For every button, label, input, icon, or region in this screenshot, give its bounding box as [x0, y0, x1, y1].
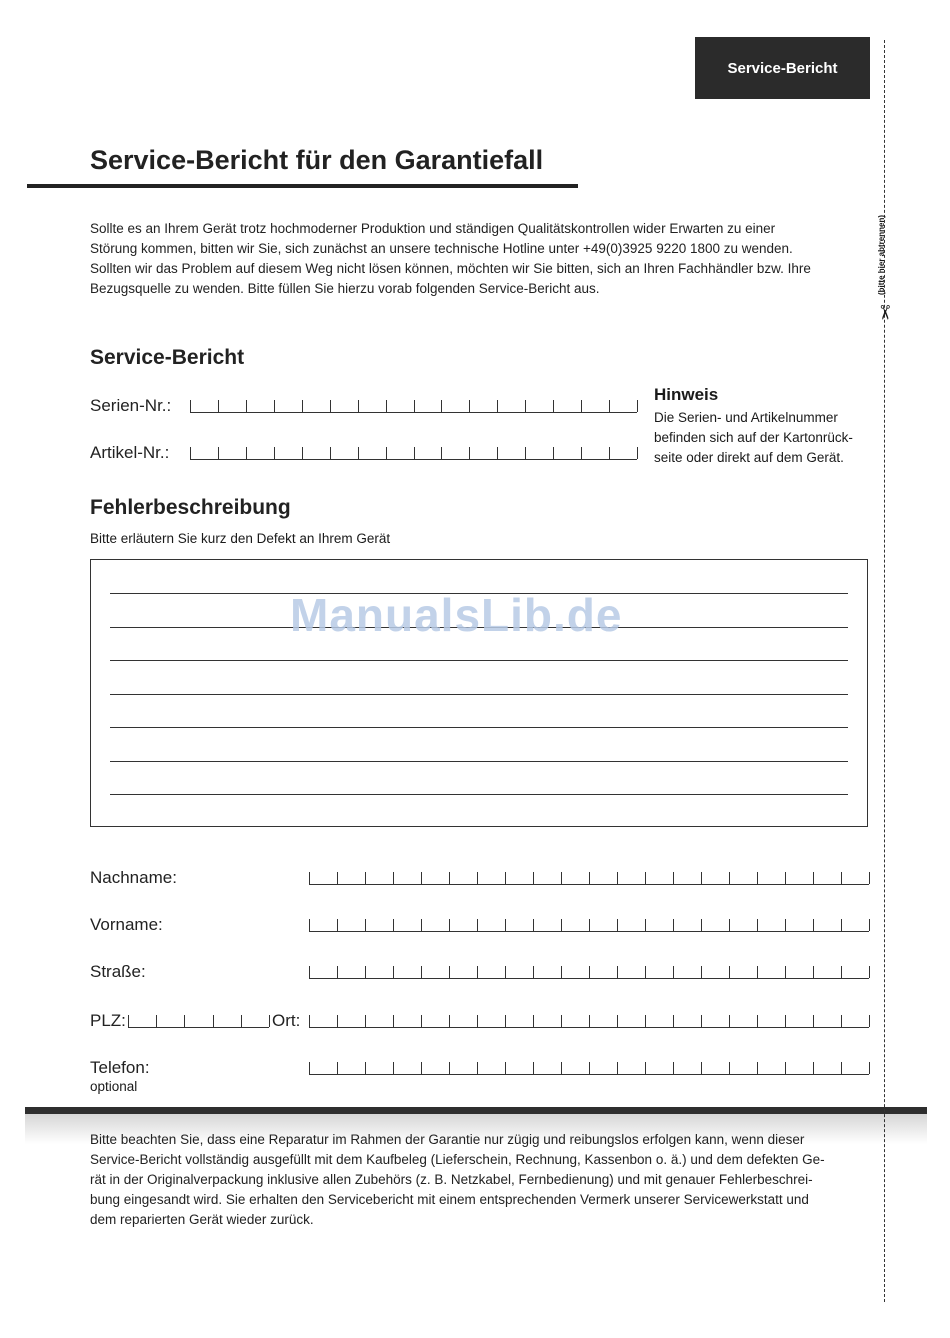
- comb-tick: [729, 1062, 730, 1074]
- writing-line: [110, 660, 848, 661]
- comb-tick: [393, 1062, 394, 1074]
- writing-line: [110, 694, 848, 695]
- zip-field[interactable]: [128, 1015, 269, 1028]
- comb-tick: [729, 872, 730, 884]
- comb-tick: [645, 1015, 646, 1027]
- comb-tick: [609, 400, 610, 412]
- comb-tick: [561, 919, 562, 931]
- comb-tick: [813, 966, 814, 978]
- comb-tick: [449, 966, 450, 978]
- serial-label: Serien-Nr.:: [90, 396, 172, 415]
- comb-tick: [365, 1015, 366, 1027]
- comb-tick: [241, 1015, 242, 1027]
- comb-tick: [553, 447, 554, 459]
- comb-tick: [505, 1015, 506, 1027]
- comb-tick: [337, 919, 338, 931]
- comb-tick: [617, 872, 618, 884]
- comb-tick: [757, 966, 758, 978]
- error-subtitle: Bitte erläutern Sie kurz den Defekt an Ihrem Gerät: [90, 531, 391, 546]
- firstname-field[interactable]: [309, 919, 869, 932]
- comb-tick: [441, 447, 442, 459]
- comb-tick: [589, 1015, 590, 1027]
- comb-tick: [218, 447, 219, 459]
- comb-tick: [497, 400, 498, 412]
- comb-tick: [785, 1062, 786, 1074]
- comb-tick: [785, 1015, 786, 1027]
- comb-tick: [841, 966, 842, 978]
- comb-tick: [477, 872, 478, 884]
- comb-tick: [645, 919, 646, 931]
- comb-tick: [309, 1015, 310, 1027]
- comb-tick: [617, 919, 618, 931]
- footer-line: dem reparierten Gerät wieder zurück.: [90, 1212, 314, 1227]
- comb-tick: [581, 447, 582, 459]
- comb-tick: [269, 1015, 270, 1027]
- city-field[interactable]: [309, 1015, 869, 1028]
- comb-tick: [617, 966, 618, 978]
- comb-tick: [477, 1015, 478, 1027]
- comb-tick: [813, 1062, 814, 1074]
- article-number-field[interactable]: [190, 447, 637, 460]
- comb-tick: [386, 400, 387, 412]
- watermark: ManualsLib.de: [290, 589, 623, 641]
- comb-tick: [365, 1062, 366, 1074]
- comb-tick: [365, 919, 366, 931]
- comb-tick: [469, 447, 470, 459]
- comb-tick: [589, 872, 590, 884]
- comb-tick: [533, 1062, 534, 1074]
- comb-tick: [505, 872, 506, 884]
- comb-tick: [469, 400, 470, 412]
- comb-tick: [505, 1062, 506, 1074]
- comb-tick: [553, 400, 554, 412]
- page-title: Service-Bericht für den Garantiefall: [90, 145, 544, 175]
- zip-label: PLZ:: [90, 1011, 126, 1030]
- section-tab: Service-Bericht: [695, 37, 870, 99]
- phone-label: Telefon:: [90, 1058, 150, 1077]
- comb-tick: [441, 400, 442, 412]
- comb-tick: [190, 400, 191, 412]
- footer-line: Service-Bericht vollständig ausgefüllt mit dem Kaufbeleg (Lieferschein, Rechnung, Kassenbon o. ä.) und dem defekten Ge-: [90, 1152, 825, 1167]
- comb-tick: [337, 1015, 338, 1027]
- comb-tick: [421, 966, 422, 978]
- hint-text: [654, 408, 874, 468]
- intro-line: Sollten wir das Problem auf diesem Weg nicht lösen können, möchten wir Sie bitten, sich an Ihren Fachhändler bzw. Ihre: [90, 261, 811, 276]
- comb-tick: [701, 1062, 702, 1074]
- comb-tick: [841, 1015, 842, 1027]
- footer-text: [90, 1130, 872, 1230]
- comb-tick: [637, 447, 638, 459]
- comb-tick: [673, 1062, 674, 1074]
- comb-tick: [645, 966, 646, 978]
- comb-tick: [449, 1015, 450, 1027]
- comb-tick: [414, 400, 415, 412]
- comb-tick: [841, 919, 842, 931]
- lastname-field[interactable]: [309, 872, 869, 885]
- writing-line: [110, 794, 848, 795]
- hint-line: befinden sich auf der Kartonrück-: [654, 430, 853, 445]
- comb-tick: [421, 1015, 422, 1027]
- phone-field[interactable]: [309, 1062, 869, 1075]
- comb-tick: [414, 447, 415, 459]
- comb-tick: [393, 1015, 394, 1027]
- comb-tick: [561, 872, 562, 884]
- comb-tick: [505, 966, 506, 978]
- comb-tick: [184, 1015, 185, 1027]
- comb-tick: [645, 1062, 646, 1074]
- comb-tick: [330, 447, 331, 459]
- comb-tick: [330, 400, 331, 412]
- comb-tick: [581, 400, 582, 412]
- comb-tick: [589, 966, 590, 978]
- comb-tick: [561, 1062, 562, 1074]
- comb-tick: [449, 919, 450, 931]
- comb-tick: [757, 872, 758, 884]
- comb-tick: [421, 1062, 422, 1074]
- comb-tick: [274, 400, 275, 412]
- comb-tick: [701, 872, 702, 884]
- comb-tick: [785, 919, 786, 931]
- error-heading: Fehlerbeschreibung: [90, 496, 291, 519]
- city-label: Ort:: [272, 1011, 301, 1030]
- comb-tick: [813, 919, 814, 931]
- comb-tick: [785, 966, 786, 978]
- comb-tick: [673, 1015, 674, 1027]
- comb-tick: [701, 919, 702, 931]
- comb-tick: [701, 1015, 702, 1027]
- hint-line: seite oder direkt auf dem Gerät.: [654, 450, 844, 465]
- comb-tick: [246, 447, 247, 459]
- comb-tick: [309, 966, 310, 978]
- intro-line: Sollte es an Ihrem Gerät trotz hochmoderner Produktion und ständigen Qualitätskontrollen wider Erwarten zu einer: [90, 221, 776, 236]
- intro-line: Störung kommen, bitten wir Sie, sich zunächst an unsere technische Hotline unter +49(0)3925 9220 1800 zu wenden.: [90, 241, 793, 256]
- comb-tick: [525, 400, 526, 412]
- comb-tick: [589, 1062, 590, 1074]
- comb-tick: [365, 872, 366, 884]
- intro-text: [90, 219, 870, 299]
- cut-label: (bitte hier abtrennen): [877, 214, 886, 295]
- comb-tick: [449, 1062, 450, 1074]
- comb-tick: [561, 966, 562, 978]
- comb-tick: [841, 1062, 842, 1074]
- comb-tick: [673, 872, 674, 884]
- footer-line: bung eingesandt wird. Sie erhalten den Servicebericht mit einem entsprechenden Vermerk unserer Servicewerkstatt und: [90, 1192, 809, 1207]
- comb-tick: [449, 872, 450, 884]
- comb-tick: [274, 447, 275, 459]
- footer-divider: [25, 1107, 927, 1114]
- comb-tick: [477, 919, 478, 931]
- comb-tick: [785, 872, 786, 884]
- comb-tick: [393, 966, 394, 978]
- scissors-icon: ✂: [872, 304, 895, 321]
- comb-tick: [589, 919, 590, 931]
- intro-line: Bezugsquelle zu wenden. Bitte füllen Sie hierzu vorab folgenden Service-Bericht aus.: [90, 281, 600, 296]
- comb-tick: [213, 1015, 214, 1027]
- comb-tick: [337, 966, 338, 978]
- hint-line: Die Serien- und Artikelnummer: [654, 410, 838, 425]
- comb-tick: [337, 872, 338, 884]
- comb-tick: [358, 447, 359, 459]
- writing-line: [110, 761, 848, 762]
- comb-tick: [309, 1062, 310, 1074]
- comb-tick: [701, 966, 702, 978]
- comb-tick: [673, 919, 674, 931]
- comb-tick: [337, 1062, 338, 1074]
- comb-tick: [645, 872, 646, 884]
- comb-tick: [533, 919, 534, 931]
- comb-tick: [673, 966, 674, 978]
- comb-tick: [869, 919, 870, 931]
- footer-line: Bitte beachten Sie, dass eine Reparatur im Rahmen der Garantie nur zügig und reibungslos erfolgen kann, wenn dieser: [90, 1132, 805, 1147]
- comb-tick: [757, 1062, 758, 1074]
- comb-tick: [869, 872, 870, 884]
- comb-tick: [729, 919, 730, 931]
- comb-tick: [302, 400, 303, 412]
- comb-tick: [421, 872, 422, 884]
- comb-tick: [841, 872, 842, 884]
- comb-tick: [869, 1015, 870, 1027]
- comb-tick: [190, 447, 191, 459]
- comb-tick: [757, 919, 758, 931]
- comb-tick: [156, 1015, 157, 1027]
- optional-note: optional: [90, 1079, 138, 1094]
- comb-tick: [128, 1015, 129, 1027]
- comb-tick: [497, 447, 498, 459]
- street-field[interactable]: [309, 966, 869, 979]
- comb-tick: [421, 919, 422, 931]
- comb-tick: [477, 966, 478, 978]
- comb-tick: [533, 872, 534, 884]
- comb-tick: [637, 400, 638, 412]
- comb-tick: [729, 1015, 730, 1027]
- hint-title: Hinweis: [654, 385, 719, 404]
- comb-tick: [386, 447, 387, 459]
- article-label: Artikel-Nr.:: [90, 443, 170, 462]
- comb-tick: [757, 1015, 758, 1027]
- title-underline: [27, 184, 578, 188]
- firstname-label: Vorname:: [90, 915, 163, 934]
- comb-tick: [309, 919, 310, 931]
- service-heading: Service-Bericht: [90, 346, 245, 369]
- comb-tick: [533, 1015, 534, 1027]
- comb-tick: [246, 400, 247, 412]
- comb-tick: [505, 919, 506, 931]
- serial-number-field[interactable]: [190, 400, 637, 413]
- footer-line: rät in der Originalverpackung inklusive allen Zubehörs (z. B. Netzkabel, Fernbedienung) und mit genauer Fehlerbeschrei-: [90, 1172, 813, 1187]
- comb-tick: [218, 400, 219, 412]
- comb-tick: [561, 1015, 562, 1027]
- comb-tick: [617, 1062, 618, 1074]
- comb-tick: [813, 1015, 814, 1027]
- comb-tick: [477, 1062, 478, 1074]
- comb-tick: [525, 447, 526, 459]
- comb-tick: [302, 447, 303, 459]
- comb-tick: [617, 1015, 618, 1027]
- comb-tick: [365, 966, 366, 978]
- comb-tick: [358, 400, 359, 412]
- comb-tick: [729, 966, 730, 978]
- comb-tick: [533, 966, 534, 978]
- comb-tick: [609, 447, 610, 459]
- comb-tick: [393, 872, 394, 884]
- lastname-label: Nachname:: [90, 868, 177, 887]
- comb-tick: [393, 919, 394, 931]
- writing-line: [110, 727, 848, 728]
- street-label: Straße:: [90, 962, 146, 981]
- comb-tick: [869, 966, 870, 978]
- comb-tick: [869, 1062, 870, 1074]
- comb-tick: [813, 872, 814, 884]
- comb-tick: [309, 872, 310, 884]
